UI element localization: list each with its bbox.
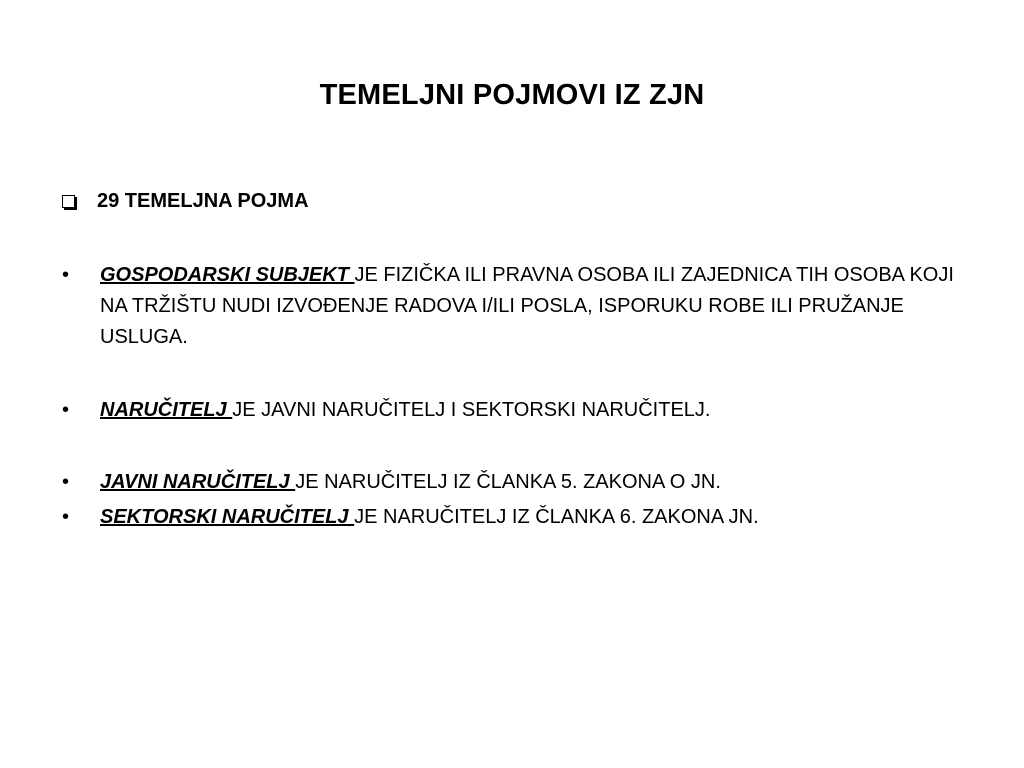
definition-list-3 (62, 467, 962, 533)
definition-term: SEKTORSKI NARUČITELJ (100, 506, 355, 528)
definition-term: JAVNI NARUČITELJ (100, 471, 296, 493)
definition-list-2 (62, 395, 962, 426)
definition-item-javni-narucitelj (62, 467, 962, 498)
definition-text: JE FIZIČKA ILI PRAVNA OSOBA ILI ZAJEDNICA TIH OSOBA KOJI NA TRŽIŠTU NUDI IZVOĐENJE RADOVA I/ILI POSLA, ISPORUKU ROBE ILI PRUŽANJE USLUGA. (100, 264, 954, 348)
definition-item-gospodarski-subjekt (62, 260, 962, 353)
section-heading (62, 187, 309, 215)
section-label: 29 TEMELJNA POJMA (97, 190, 309, 212)
definition-item-sektorski-narucitelj (62, 502, 962, 533)
definition-text: JE NARUČITELJ IZ ČLANKA 5. ZAKONA O JN. (295, 471, 721, 493)
bullet-icon: • (62, 471, 70, 493)
definition-text: JE NARUČITELJ IZ ČLANKA 6. ZAKONA JN. (354, 506, 759, 528)
slide-title: TEMELJNI POJMOVI IZ ZJN (319, 79, 705, 111)
checkbox-square-icon (62, 195, 75, 208)
definition-text: JE JAVNI NARUČITELJ I SEKTORSKI NARUČITELJ. (232, 399, 711, 421)
definition-list-1 (62, 260, 962, 353)
definition-item-narucitelj (62, 395, 962, 426)
bullet-icon: • (62, 264, 70, 286)
definition-term: GOSPODARSKI SUBJEKT (100, 264, 355, 286)
bullet-icon: • (62, 399, 70, 421)
bullet-icon: • (62, 506, 70, 528)
definition-term: NARUČITELJ (100, 399, 233, 421)
